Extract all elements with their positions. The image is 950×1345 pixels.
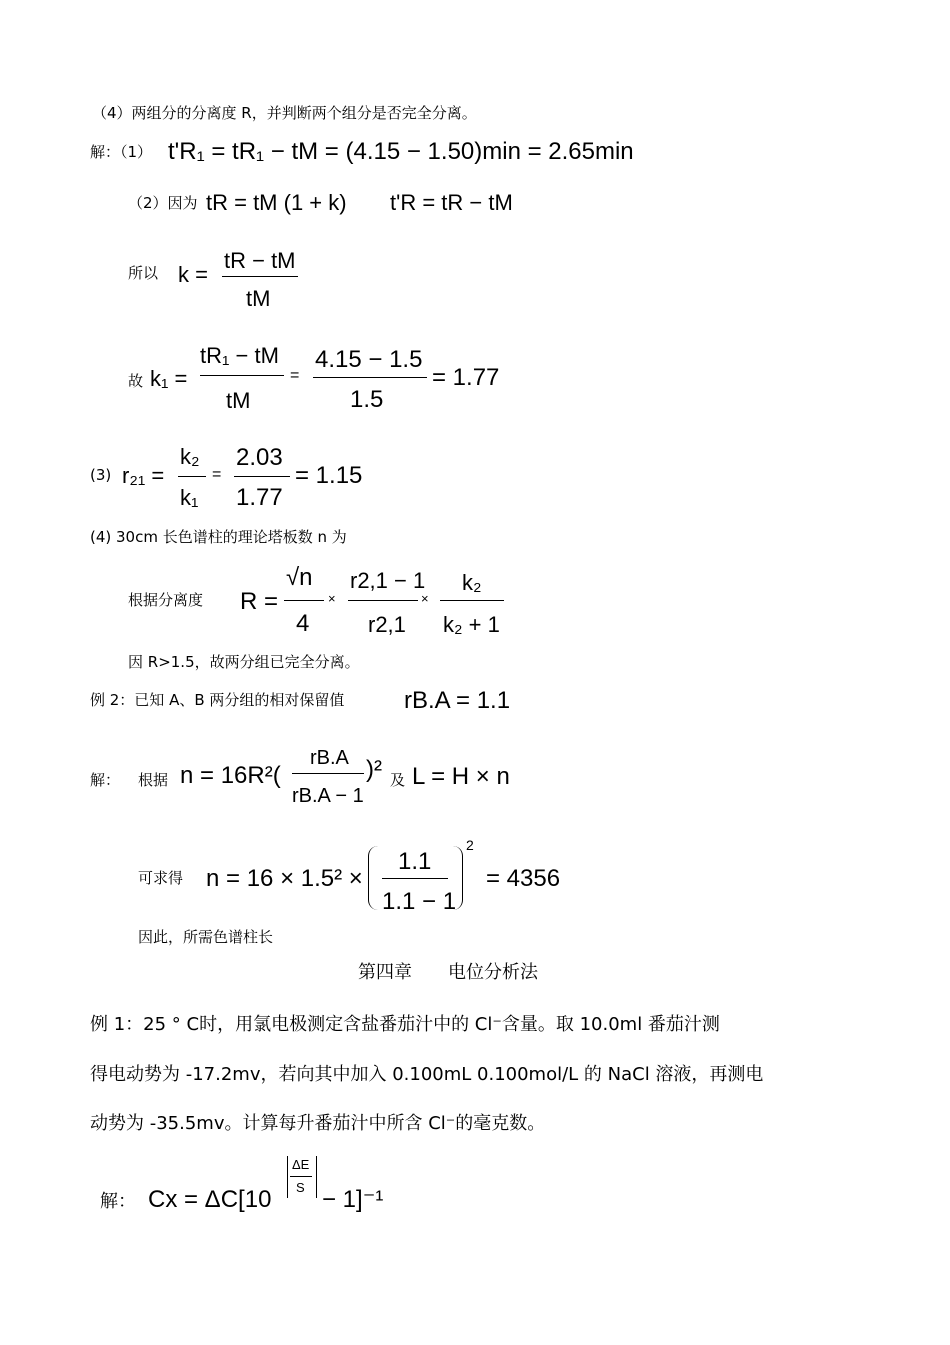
answer-label: 解： [100, 1191, 136, 1212]
sqrt-n: √n [286, 564, 313, 591]
paragraph-line-2: 得电动势为 -17.2mv，若向其中加入 0.100mL 0.100mol/L 的 NaCl 溶液，再测电 [90, 1064, 764, 1085]
r21-result: = 1.15 [295, 462, 363, 489]
k2-plus-1: k₂ + 1 [443, 612, 500, 637]
fraction-bar [234, 476, 290, 477]
conclusion: 因 R>1.5，故两分组已完全分离。 [128, 653, 360, 671]
paragraph-line-1: 例 1：25 ° C时，用氯电极测定含盐番茄汁中的 Cl⁻含量。取 10.0ml 番茄汁测 [90, 1014, 720, 1035]
r21-term: r2,1 [368, 612, 406, 637]
four: 4 [296, 610, 310, 637]
exponent-denominator: S [296, 1180, 305, 1195]
k-denominator: tM [246, 286, 271, 311]
answer-label: 解： [90, 771, 121, 789]
and-label: 及 [390, 771, 406, 789]
k2-term: k₂ [462, 570, 482, 595]
part-3-label: (3) [90, 466, 112, 484]
r21-numeric-denominator: 1.77 [236, 484, 283, 511]
k1-denominator: tM [226, 388, 251, 413]
right-bracket [452, 846, 463, 910]
fraction-bar [292, 773, 364, 774]
r21-denominator: k₁ [180, 485, 199, 510]
times-sign: × [421, 591, 429, 606]
fraction-bar [284, 600, 324, 601]
k-lhs: k = [178, 262, 208, 287]
k1-lhs: k₁ = [150, 366, 188, 391]
answer-label: 解：（1） [90, 143, 153, 161]
equation-adjusted-definition: t'R = tR − tM [390, 190, 513, 215]
cx-equation-tail: − 1]⁻¹ [322, 1186, 384, 1213]
question-4: （4）两组分的分离度 R，并判断两个组分是否完全分离。 [92, 104, 477, 122]
fraction-bar [178, 476, 206, 477]
fraction-bar [313, 377, 427, 378]
fraction-bar [290, 1176, 312, 1177]
n-calculation: n = 16 × 1.5² × [206, 865, 363, 892]
equation-adjusted-retention: t'R₁ = tR₁ − tM = (4.15 − 1.50)min = 2.65min [168, 138, 634, 165]
plate-equation-denominator: rB.A − 1 [292, 785, 364, 807]
length-equation: L = H × n [412, 763, 510, 790]
k1-numeric-denominator: 1.5 [350, 386, 384, 413]
column-length-text: 因此，所需色谱柱长 [138, 928, 274, 946]
r21-lhs: r₂₁ = [122, 463, 165, 488]
exponent-numerator: ΔE [292, 1157, 310, 1172]
fraction-bar [348, 600, 418, 601]
example-2-text: 例 2：已知 A、B 两分组的相对保留值 [90, 691, 345, 709]
fraction-bar [440, 600, 504, 601]
so-label: 所以 [128, 264, 159, 282]
plate-equation-left: n = 16R²( [180, 762, 281, 789]
plate-equation-close: )² [366, 756, 382, 783]
fraction-bar [222, 276, 298, 277]
n-result: = 4356 [486, 865, 561, 892]
equals-sign: = [290, 367, 300, 384]
resolution-label: 根据分离度 [128, 591, 204, 609]
times-sign: × [328, 591, 336, 606]
r21-numerator: k₂ [180, 444, 200, 469]
because-label: （2）因为 [128, 194, 198, 212]
fraction-bar [200, 375, 284, 376]
plate-number-heading: (4) 30cm 长色谱柱的理论塔板数 n 为 [90, 528, 347, 546]
k1-result: = 1.77 [432, 364, 500, 391]
example-2-relative-retention: rB.A = 1.1 [404, 687, 511, 714]
left-bracket [368, 846, 379, 910]
based-on-label: 根据 [138, 771, 169, 789]
k1-numeric-numerator: 4.15 − 1.5 [315, 346, 423, 373]
resolution-lhs: R = [240, 588, 279, 615]
r21-minus-1: r2,1 − 1 [350, 568, 426, 593]
n-fraction-numerator: 1.1 [398, 848, 432, 875]
chapter-title: 第四章 电位分析法 [358, 962, 538, 983]
k1-numerator: tR₁ − tM [200, 343, 279, 368]
equation-retention-time: tR = tM (1 + k) [206, 190, 347, 215]
fraction-bar [382, 878, 448, 879]
square-exponent: 2 [466, 837, 474, 853]
r21-numeric-numerator: 2.03 [236, 444, 283, 471]
equals-sign: = [212, 466, 222, 483]
plate-equation-numerator: rB.A [310, 747, 349, 769]
obtain-label: 可求得 [138, 869, 184, 887]
k-numerator: tR − tM [224, 248, 296, 273]
paragraph-line-3: 动势为 -35.5mv。计算每升番茄汁中所含 Cl⁻的毫克数。 [90, 1113, 546, 1134]
therefore-label: 故 [128, 372, 144, 390]
n-fraction-denominator: 1.1 − 1 [382, 888, 457, 915]
cx-equation: Cx = ΔC[10 [148, 1186, 272, 1213]
